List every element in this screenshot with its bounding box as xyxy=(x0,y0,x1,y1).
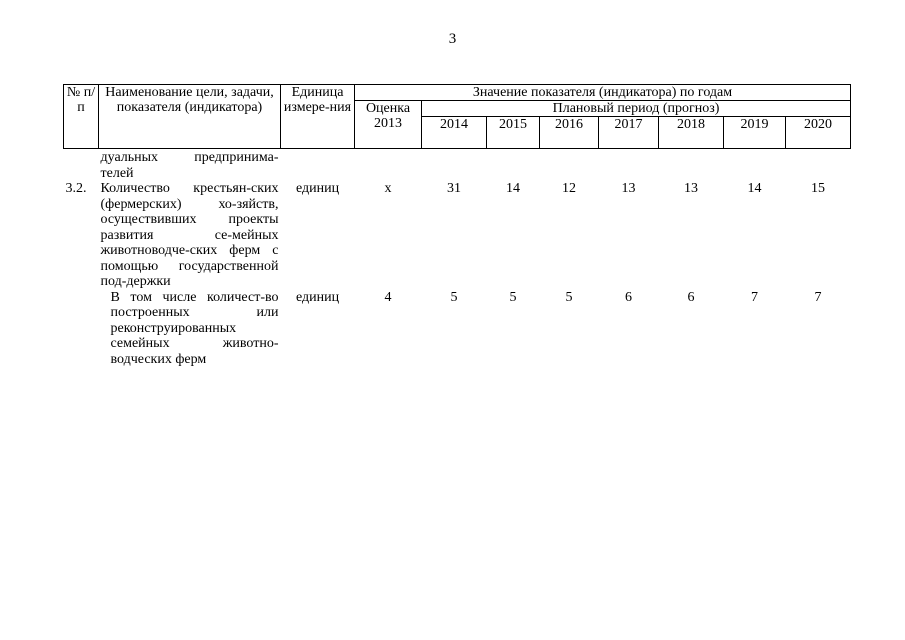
row-value xyxy=(487,149,540,182)
header-num: № п/п xyxy=(64,85,99,149)
table-row xyxy=(64,181,851,290)
header-year: 2017 xyxy=(599,117,659,149)
row-name: В том числе количест-во построенных или реконструированных семейных животно-водческих ферм xyxy=(110,289,279,367)
row-unit: единиц xyxy=(295,181,340,196)
header-year: 2015 xyxy=(487,117,540,149)
row-name: дуальных предпринима-телей xyxy=(100,150,279,181)
header-plan-period: Плановый период (прогноз) xyxy=(422,101,851,117)
page-number: 3 xyxy=(448,31,457,47)
header-year: 2014 xyxy=(422,117,487,149)
row-value xyxy=(724,149,786,182)
row-value xyxy=(659,149,724,182)
row-value: 14 xyxy=(506,181,520,196)
row-value: 5 xyxy=(565,289,573,305)
header-unit: Единица измере-ния xyxy=(281,85,355,149)
row-estimate xyxy=(355,149,422,182)
row-num xyxy=(64,149,99,182)
row-value xyxy=(540,149,599,182)
row-value: 14 xyxy=(747,181,762,196)
header-year: 2020 xyxy=(786,117,851,149)
row-value: 15 xyxy=(811,181,825,196)
row-value: 6 xyxy=(625,289,632,305)
row-estimate: х xyxy=(384,181,392,196)
indicator-table xyxy=(63,84,851,367)
row-value: 5 xyxy=(509,289,517,305)
table-row xyxy=(64,149,851,182)
row-num xyxy=(64,290,99,368)
row-value: 13 xyxy=(684,181,698,196)
header-values-group: Значение показателя (индикатора) по годам xyxy=(355,85,851,101)
row-value: 7 xyxy=(751,289,758,305)
row-value xyxy=(599,149,659,182)
header-year: 2016 xyxy=(540,117,599,149)
row-num: 3.2. xyxy=(65,181,87,196)
row-estimate: 4 xyxy=(384,289,392,305)
row-value: 12 xyxy=(562,181,576,196)
header-year: 2018 xyxy=(659,117,724,149)
header-name: Наименование цели, задачи, показателя (индикатора) xyxy=(99,85,281,149)
row-value xyxy=(422,149,487,182)
row-unit xyxy=(281,149,355,182)
row-unit: единиц xyxy=(295,289,340,305)
header-estimate: Оценка 2013 xyxy=(355,101,422,149)
table-row xyxy=(64,290,851,368)
row-value: 7 xyxy=(814,289,822,305)
header-year: 2019 xyxy=(724,117,786,149)
row-value xyxy=(786,149,851,182)
row-value: 6 xyxy=(687,289,695,305)
row-name: Количество крестьян-ских (фермерских) хо-зяйств, осуществивших проекты развития се-мейных животноводче-ских ферм с помощью государственной под-держки xyxy=(100,181,279,289)
row-value: 5 xyxy=(450,289,458,305)
table-header xyxy=(64,85,851,149)
table-body xyxy=(64,149,851,368)
row-value: 13 xyxy=(621,181,636,196)
row-value: 31 xyxy=(447,181,461,196)
